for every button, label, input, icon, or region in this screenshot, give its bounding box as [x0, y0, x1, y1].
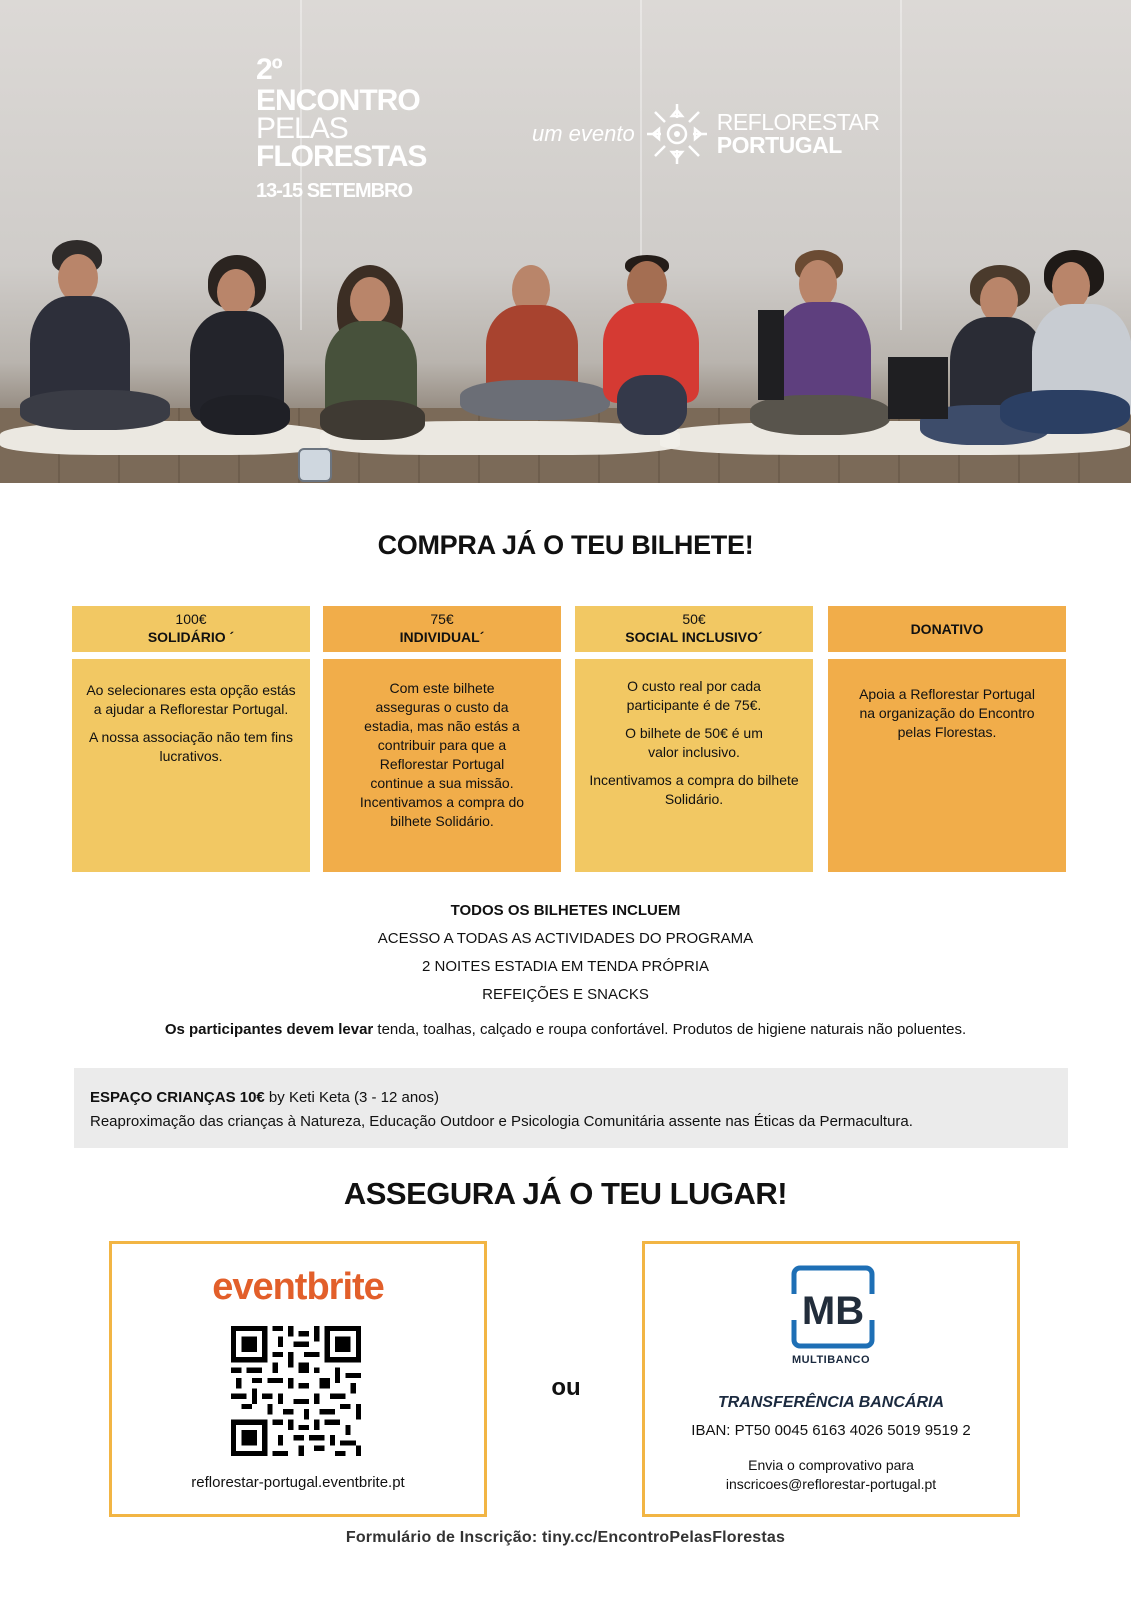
qr-code-icon[interactable]	[231, 1326, 361, 1456]
reflorestar-emblem-icon	[643, 100, 711, 168]
organizer-name	[717, 111, 880, 157]
kids-space-description: Reaproximação das crianças à Natureza, Educação Outdoor e Psicologia Comunitária assente nas Éticas da Permacultura.	[90, 1113, 913, 1130]
ticket-header	[575, 606, 813, 652]
speaker-box	[758, 310, 784, 400]
organizer-name-line-2: PORTUGAL	[716, 132, 842, 158]
what-to-bring	[0, 1021, 1131, 1038]
ticket-paragraph: O custo real por cada participante é de 75€.	[626, 678, 762, 713]
ticket-name: SOCIAL INCLUSIVO´	[625, 629, 763, 645]
multibanco-logo-text: MB	[801, 1289, 865, 1333]
ticket-paragraph: A nossa associação não tem fins lucrativos.	[89, 729, 293, 764]
ticket-name: INDIVIDUAL´	[399, 629, 485, 645]
ticket-header	[72, 606, 310, 652]
ticket-price: 75€	[430, 611, 454, 627]
ticket-description	[575, 659, 813, 872]
ticket-description	[72, 659, 310, 872]
buy-ticket-heading: COMPRA JÁ O TEU BILHETE!	[377, 530, 754, 560]
speaker-box	[888, 357, 948, 419]
organizer-name-line-1: REFLORESTAR	[716, 109, 880, 135]
or-separator: ou	[551, 1374, 581, 1401]
secure-place-heading: ASSEGURA JÁ O TEU LUGAR!	[343, 1176, 788, 1211]
includes-item: REFEIÇÕES E SNACKS	[482, 986, 649, 1003]
organizer-prefix: um evento	[532, 121, 635, 146]
multibanco-logo-icon	[788, 1264, 878, 1350]
event-dates: 13-15 SETEMBRO	[256, 180, 413, 202]
ticket-solidario[interactable]	[72, 606, 310, 872]
ticket-paragraph: Apoia a Reflorestar Portugal na organização do Encontro pelas Florestas.	[859, 686, 1035, 740]
ticket-header	[828, 606, 1066, 652]
kids-space-host: by Keti Keta (3 - 12 anos)	[264, 1089, 440, 1106]
bank-transfer-box	[642, 1241, 1020, 1517]
kids-space-title	[90, 1086, 1052, 1110]
ticket-price: 50€	[682, 611, 706, 627]
lantern	[298, 448, 332, 482]
ticket-name: SOLIDÁRIO ´	[147, 629, 235, 645]
event-title-line-2: PELAS	[256, 112, 348, 145]
eventbrite-url[interactable]: reflorestar-portugal.eventbrite.pt	[191, 1474, 405, 1491]
includes-title: TODOS OS BILHETES INCLUEM	[450, 902, 681, 919]
eventbrite-box[interactable]	[109, 1241, 487, 1517]
iban-number: IBAN: PT50 0045 6163 4026 5019 9519 2	[691, 1422, 971, 1439]
kids-space-box	[74, 1068, 1068, 1148]
registration-email[interactable]: inscricoes@reflorestar-portugal.pt	[725, 1476, 937, 1492]
send-receipt-note	[645, 1456, 1017, 1494]
ticket-name: DONATIVO	[910, 621, 984, 637]
event-title-block	[256, 54, 426, 205]
organizer-block	[532, 100, 880, 168]
includes-item: 2 NOITES ESTADIA EM TENDA PRÓPRIA	[421, 958, 709, 975]
ticket-includes	[0, 897, 1131, 1009]
kids-space-label: ESPAÇO CRIANÇAS 10€	[90, 1089, 265, 1106]
ticket-paragraph: Incentivamos a compra do bilhete Solidário.	[589, 772, 799, 807]
registration-form-link[interactable]: Formulário de Inscrição: tiny.cc/EncontroPelasFlorestas	[345, 1529, 786, 1546]
event-edition: 2º	[256, 53, 282, 86]
ticket-header	[323, 606, 561, 652]
ticket-donativo[interactable]	[828, 606, 1066, 872]
event-title-line-1: ENCONTRO	[256, 84, 420, 117]
ticket-social-inclusivo[interactable]	[575, 606, 813, 872]
ticket-description	[828, 659, 1066, 872]
ticket-price: 100€	[175, 611, 207, 627]
ticket-individual[interactable]	[323, 606, 561, 872]
ticket-paragraph: Com este bilhete asseguras o custo da estadia, mas não estás a contribuir para que a Reflorestar Portugal continue a sua missão. Incentivamos a compra do bilhete Solidário.	[359, 680, 525, 829]
includes-item: ACESSO A TODAS AS ACTIVIDADES DO PROGRAMA	[377, 930, 754, 947]
what-to-bring-text: tenda, toalhas, calçado e roupa confortável. Produtos de higiene naturais não poluentes.	[373, 1021, 967, 1038]
multibanco-caption: MULTIBANCO	[791, 1354, 871, 1366]
ticket-options	[72, 606, 1068, 872]
event-title-line-3: FLORESTAS	[256, 140, 427, 173]
ticket-description	[323, 659, 561, 872]
ticket-paragraph: Ao selecionares esta opção estás a ajudar a Reflorestar Portugal.	[86, 682, 296, 717]
bank-transfer-title: TRANSFERÊNCIA BANCÁRIA	[717, 1394, 945, 1411]
ticket-paragraph: O bilhete de 50€ é um valor inclusivo.	[625, 725, 763, 760]
hero-photo	[0, 0, 1131, 483]
eventbrite-logo: eventbrite	[212, 1266, 384, 1308]
send-receipt-line: Envia o comprovativo para	[748, 1457, 914, 1473]
what-to-bring-label: Os participantes devem levar	[164, 1021, 374, 1038]
